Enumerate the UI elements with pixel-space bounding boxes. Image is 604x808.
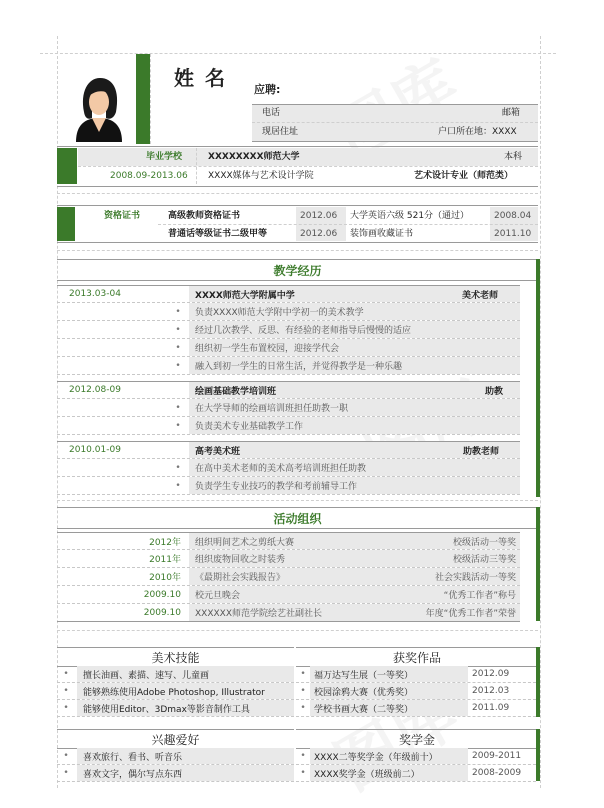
contact-divider bbox=[252, 122, 538, 123]
candidate-name: 姓 名 bbox=[174, 66, 227, 90]
bullet: • bbox=[175, 462, 181, 473]
list-item bbox=[57, 339, 520, 357]
job-1-duty-3: 组织初一学生布置校园，迎接学代会 bbox=[189, 339, 520, 356]
job-2-duty-1: 在大学导师的绘画培训班担任助教一职 bbox=[189, 399, 520, 416]
list-item bbox=[57, 666, 294, 683]
activity-5-event: XXXXXX师范学院绘艺社副社长 bbox=[189, 604, 520, 621]
bullet: • bbox=[300, 751, 306, 761]
list-item bbox=[296, 683, 536, 700]
teaching-title: 教学经历 bbox=[57, 259, 538, 281]
activity-2-award: 校级活动三等奖 bbox=[452, 555, 516, 565]
activity-2-year: 2011年 bbox=[149, 555, 181, 565]
bullet: • bbox=[175, 324, 181, 335]
job-3-role: 助教老师 bbox=[463, 446, 500, 457]
header-guide bbox=[150, 54, 151, 144]
edu-divider bbox=[78, 166, 538, 167]
list-item bbox=[57, 700, 294, 717]
list-item bbox=[57, 303, 520, 321]
bullet: • bbox=[175, 360, 181, 371]
work-1-date: 2012.09 bbox=[472, 669, 510, 679]
bullet: • bbox=[175, 480, 181, 491]
bullet: • bbox=[300, 703, 306, 713]
edu-major: 艺术设计专业（师范类） bbox=[414, 171, 514, 181]
activity-3-year: 2010年 bbox=[149, 573, 181, 583]
bullet: • bbox=[300, 669, 306, 679]
list-item bbox=[296, 765, 536, 782]
scholarship-2-date: 2008-2009 bbox=[472, 768, 522, 778]
activity-4-event: 校元旦晚会 bbox=[189, 586, 520, 603]
list-item bbox=[57, 748, 294, 765]
phone-label: 电话 bbox=[262, 108, 281, 118]
job-2-role: 助教 bbox=[485, 386, 504, 397]
bullet: • bbox=[300, 768, 306, 778]
job-2-date: 2012.08-09 bbox=[69, 385, 121, 395]
activity-3-award: 社会实践活动一等奖 bbox=[434, 573, 516, 583]
hobby-2: 喜欢文字，偶尔写点东西 bbox=[77, 765, 294, 781]
edu-top-border bbox=[57, 146, 538, 147]
hukou-label: 户口所在地：XXXX bbox=[438, 127, 517, 137]
list-item bbox=[57, 399, 520, 417]
cert-2-name2: 装饰画收藏证书 bbox=[350, 229, 414, 239]
cert-2-date2: 2011.10 bbox=[494, 229, 532, 239]
cert-1-name: 高级教师资格证书 bbox=[168, 211, 241, 221]
cert-top-border bbox=[57, 205, 538, 206]
hobbies-title: 兴趣爱好 bbox=[57, 729, 294, 749]
job-3-header bbox=[57, 441, 520, 459]
edu-school: XXXXXXXX师范大学 bbox=[208, 152, 300, 162]
bullet: • bbox=[175, 342, 181, 353]
activities-accent-bar bbox=[536, 507, 540, 621]
cert-label: 资格证书 bbox=[104, 211, 141, 221]
cert-1-date: 2012.06 bbox=[300, 211, 338, 221]
hobby-1: 喜欢旅行、看书、听音乐 bbox=[77, 748, 294, 764]
job-1-org: XXXX师范大学附属中学 bbox=[189, 286, 520, 302]
edu-college: XXXX媒体与艺术设计学院 bbox=[208, 171, 314, 181]
table-row bbox=[57, 532, 520, 550]
job-2-org: 绘画基础教学培训班 bbox=[189, 382, 520, 398]
activity-1-event: 组织明间艺术之剪纸大赛 bbox=[189, 533, 520, 549]
section-gap bbox=[57, 193, 538, 194]
bullet: • bbox=[63, 703, 69, 713]
work-3-date: 2011.09 bbox=[472, 703, 510, 713]
bullet: • bbox=[63, 686, 69, 696]
work-2-date: 2012.03 bbox=[472, 686, 510, 696]
scholarship-1-date: 2009-2011 bbox=[472, 751, 522, 761]
activity-1-award: 校级活动一等奖 bbox=[452, 537, 516, 548]
activity-4-award: “优秀工作者”称号 bbox=[443, 591, 516, 601]
section-gap bbox=[57, 250, 538, 251]
job-3-org: 高考美术班 bbox=[189, 442, 520, 458]
list-item bbox=[57, 357, 520, 375]
job-2-header bbox=[57, 381, 520, 399]
works-title: 获奖作品 bbox=[296, 647, 538, 667]
skill-2: 能够熟练使用Adobe Photoshop, Illustrator bbox=[77, 683, 294, 699]
activity-1-year: 2012年 bbox=[149, 537, 181, 548]
cert-accent-bar bbox=[57, 207, 75, 241]
address-label: 现居住址 bbox=[262, 127, 299, 137]
list-item bbox=[296, 748, 536, 765]
cert-1-date2: 2008.04 bbox=[494, 211, 532, 221]
list-item bbox=[57, 459, 520, 477]
job-2-duty-2: 负责美术专业基础教学工作 bbox=[189, 417, 520, 434]
cert-bottom-border bbox=[57, 242, 538, 243]
cert-1-name2: 大学英语六级 521分（通过） bbox=[350, 211, 470, 221]
edu-accent-bar bbox=[57, 148, 77, 184]
teaching-accent-bar bbox=[536, 259, 540, 497]
job-3-date: 2010.01-09 bbox=[69, 445, 121, 455]
job-1-header bbox=[57, 285, 520, 303]
activity-4-year: 2009.10 bbox=[143, 589, 181, 600]
activities-title: 活动组织 bbox=[57, 507, 538, 529]
section-gap bbox=[57, 500, 538, 501]
bullet: • bbox=[175, 306, 181, 317]
email-label: 邮箱 bbox=[502, 108, 521, 118]
cert-2-name: 普通话等级证书二级甲等 bbox=[168, 229, 268, 239]
skill-3: 能够使用Editor、3Dmax等影音制作工具 bbox=[77, 700, 294, 716]
scholarship-2-name: XXXX奖学金（班级前二） bbox=[310, 765, 468, 781]
page-guide-top bbox=[40, 53, 556, 54]
list-item bbox=[296, 700, 536, 717]
scholarship-accent-bar bbox=[536, 729, 540, 781]
table-row bbox=[57, 568, 520, 586]
list-item bbox=[296, 666, 536, 683]
job-1-role: 美术老师 bbox=[462, 290, 499, 301]
scholarship-1-name: XXXX二等奖学金（年级前十） bbox=[310, 748, 468, 764]
list-item bbox=[57, 477, 520, 495]
table-row bbox=[57, 586, 520, 604]
list-item bbox=[57, 683, 294, 700]
list-item bbox=[57, 765, 294, 782]
edu-bottom-border bbox=[57, 186, 538, 187]
work-1-name: 福万达写生展（一等奖） bbox=[310, 666, 468, 682]
job-1-duty-4: 融入到初一学生的日常生活，并觉得教学是一种乐趣 bbox=[189, 357, 520, 374]
job-1-date: 2013.03-04 bbox=[69, 289, 121, 299]
bullet: • bbox=[175, 402, 181, 413]
activity-2-event: 组织废物回收之时装秀 bbox=[189, 550, 520, 567]
works-accent-bar bbox=[536, 647, 540, 717]
bullet: • bbox=[300, 686, 306, 696]
work-2-name: 校园涂鸦大赛（优秀奖） bbox=[310, 683, 468, 699]
scholarship-title: 奖学金 bbox=[296, 729, 538, 749]
activity-5-year: 2009.10 bbox=[143, 607, 181, 618]
skills-title: 美术技能 bbox=[57, 647, 294, 667]
header-accent-bar bbox=[136, 54, 150, 144]
edu-period: 2008.09-2013.06 bbox=[110, 171, 188, 181]
edu-degree: 本科 bbox=[504, 152, 523, 162]
list-item bbox=[57, 321, 520, 339]
cert-2-date: 2012.06 bbox=[300, 229, 338, 239]
list-item bbox=[57, 417, 520, 435]
bullet: • bbox=[63, 669, 69, 679]
cert-divider bbox=[158, 224, 538, 225]
edu-label: 毕业学校 bbox=[146, 152, 183, 162]
job-3-duty-1: 在高中美术老师的美术高考培训班担任助教 bbox=[189, 459, 520, 476]
job-1-duty-2: 经过几次教学、反思、有经验的老师指导后慢慢的适应 bbox=[189, 321, 520, 338]
work-3-name: 学校书画大赛（二等奖） bbox=[310, 700, 468, 716]
activity-3-event: 《最期社会实践报告》 bbox=[189, 568, 520, 585]
bullet: • bbox=[175, 420, 181, 431]
apply-position-label: 应聘: bbox=[254, 83, 281, 96]
activity-5-award: 年度“优秀工作者”荣誉 bbox=[425, 609, 516, 619]
table-row bbox=[57, 604, 520, 622]
page-guide-right bbox=[540, 36, 541, 788]
avatar bbox=[66, 72, 132, 142]
bullet: • bbox=[63, 768, 69, 778]
bullet: • bbox=[63, 751, 69, 761]
skill-1: 擅长油画、素描、速写、儿童画 bbox=[77, 666, 294, 682]
job-1-duty-1: 负责XXXX师范大学附中学初一的美术教学 bbox=[189, 303, 520, 320]
section-gap bbox=[57, 630, 538, 631]
job-3-duty-2: 负责学生专业技巧的教学和考前辅导工作 bbox=[189, 477, 520, 494]
table-row bbox=[57, 550, 520, 568]
